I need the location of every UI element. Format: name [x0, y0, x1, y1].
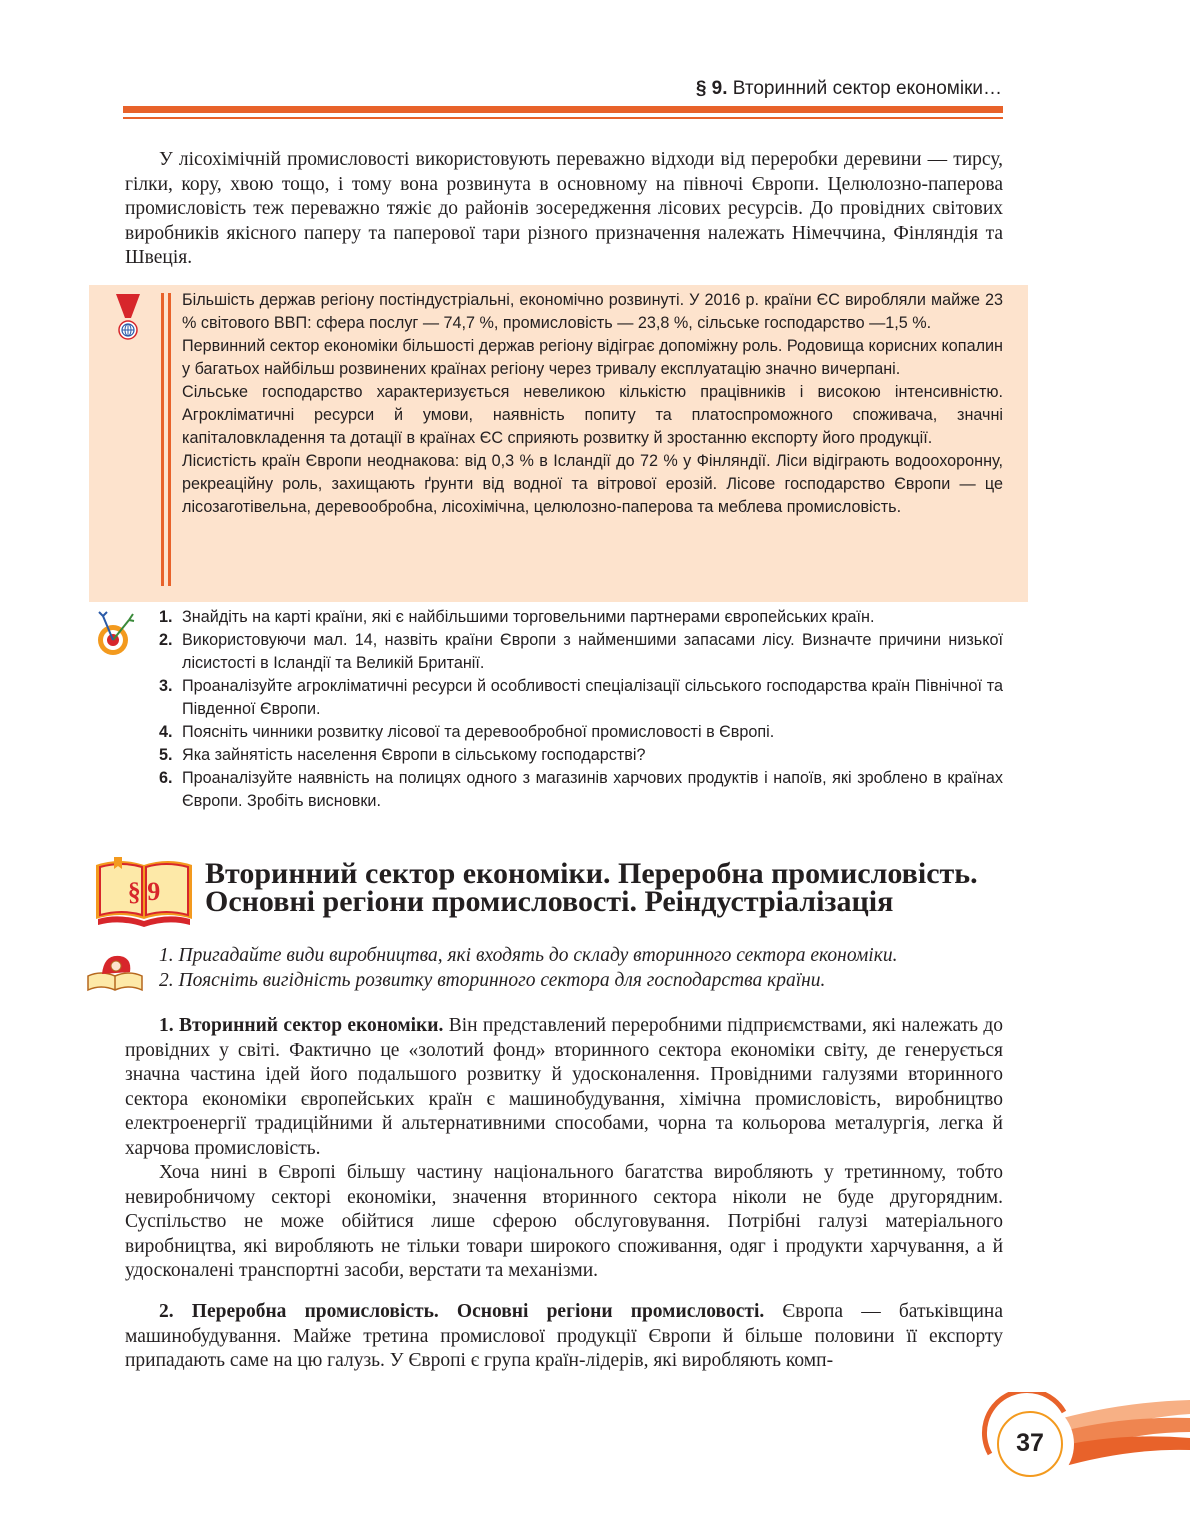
section-title [205, 857, 1005, 918]
intro-paragraph: У лісохімічній промисловості використовують переважно відходи від переробки деревини — тирсу, гілки, кору, хвою тощо, і тому вона розвинута в основному на півночі Європи. Целюлозно-паперова промисловість теж переважно тяжіє до районів зосередження лісових ресурсів. До провідних світових виробників якісного паперу та паперової тари різного призначення належать Німеччина, Фінляндія та Швеція. [125, 149, 1003, 268]
questions-list [159, 606, 1003, 813]
target-arrows-icon [91, 610, 135, 660]
subsection-2-heading: 2. Переробна промисловість. Основні регіони промисловості. [159, 1301, 765, 1322]
question-number: 4. [159, 723, 173, 741]
question-number: 1. [159, 608, 173, 626]
question-item [159, 721, 1003, 744]
question-number: 3. [159, 677, 173, 695]
question-number: 2. [159, 631, 173, 649]
recall-item: 1. Пригадайте види виробництва, які входять до складу вторинного сектора економіки. [159, 945, 898, 966]
question-number: 5. [159, 746, 173, 764]
question-item [159, 606, 1003, 629]
section-book-badge [92, 855, 196, 929]
question-text: Яка зайнятість населення Європи в сільському господарстві? [182, 746, 646, 764]
question-item [159, 629, 1003, 675]
section-title-line: Вторинний сектор економіки. Переробна промисловість. [205, 857, 978, 890]
summary-bar-right [168, 293, 171, 586]
subsection-1 [125, 1014, 1003, 1284]
section-title-line: Основні регіони промисловості. Реіндустріалізація [205, 885, 894, 918]
question-text: Проаналізуйте агрокліматичні ресурси й особливості спеціалізації сільського господарства країн Північної та Південної Європи. [182, 677, 1003, 718]
question-item [159, 675, 1003, 721]
subsection-2-paragraph [125, 1300, 1003, 1374]
exclamation-globe-icon [113, 292, 143, 340]
page-number: 37 [1016, 1429, 1044, 1457]
header-rule-thin [123, 117, 1003, 119]
question-text: Використовуючи мал. 14, назвіть країни Європи з найменшими запасами лісу. Визначте причини низької лісистості в Ісландії та Великій Британії. [182, 631, 1003, 672]
subsection-2 [125, 1300, 1003, 1374]
book-recall-icon [86, 950, 144, 994]
question-item [159, 767, 1003, 813]
header-section-name: Вторинний сектор економіки… [732, 78, 1002, 99]
summary-paragraph: Сільське господарство характеризується невеликою кількістю працівників і високою інтенсивністю. Агрокліматичні ресурси й умови, наявність попиту та платоспроможного споживача, значні капіталовкладення та дотації в країнах ЄС сприяють розвитку й зростанню експорту його продукції. [182, 383, 1003, 447]
question-text: Проаналізуйте наявність на полицях одного з магазинів харчових продуктів і напоїв, які зроблено в країнах Європи. Зробіть висновки. [182, 769, 1003, 810]
summary-paragraph: Первинний сектор економіки більшості держав регіону відіграє допоміжну роль. Родовища корисних копалин у багатьох найбільш розвинених країнах регіону через тривалу експлуатацію значно вичерпані. [182, 337, 1003, 378]
subsection-1-heading: 1. Вторинний сектор економіки. [159, 1015, 444, 1036]
section-badge-label: § 9 [127, 877, 161, 906]
subsection-1-text: Він представлений переробними підприємствами, які належать до провідних у світі. Фактично це «золотий фонд» вторинного сектора економіки світу, де генерується значна частина ідей його подальшого розвитку й удосконалення. Провідними галузями вторинного сектора економіки європейських країн є машинобудування, хімічна промисловість, виробництво електроенергії традиційними й альтернативними способами, чорна та кольорова металургія, легка й харчова промисловість. [125, 1015, 1003, 1159]
running-header [696, 78, 1002, 100]
header-section-mark: § 9. [695, 78, 728, 99]
header-rule-thick [123, 106, 1003, 113]
question-item [159, 744, 1003, 767]
subsection-1-paragraph-2: Хоча нині в Європі більшу частину національного багатства виробляють у третинному, тобто невиробничому секторі економіки, значення вторинного сектора ніколи не буде другорядним. Суспільство не може обійтися лише сферою обслуговування. Потрібні галузі матеріального виробництва, які виробляють не тільки товари широкого споживання, одяг і продукти харчування, а й удосконалені транспортні засоби, верстати та механізми. [125, 1162, 1003, 1281]
subsection-2-text: Європа — батьківщина машинобудування. Майже третина промислової продукції Європи й більше половини її експорту припадають саме на цю галузь. У Європі є група країн-лідерів, які виробляють комп- [125, 1301, 1003, 1371]
summary-paragraph: Більшість держав регіону постіндустріальні, економічно розвинуті. У 2016 р. країни ЄС виробляли майже 23 % світового ВВП: сфера послуг — 74,7 %, промисловість — 23,8 %, сільське господарство —1,5 %. [182, 291, 1003, 332]
recall-questions [159, 944, 1009, 993]
summary-text [182, 289, 1003, 519]
question-text: Знайдіть на карті країни, які є найбільшими торговельними партнерами європейських країн. [182, 608, 875, 626]
intro-paragraph-block [125, 148, 1003, 271]
question-text: Поясніть чинники розвитку лісової та деревообробної промисловості в Європі. [182, 723, 775, 741]
recall-item: 2. Поясніть вигідність розвитку вторинного сектора для господарства країни. [159, 969, 826, 991]
subsection-1-paragraph [125, 1014, 1003, 1161]
summary-bar-left [161, 293, 164, 586]
summary-paragraph: Лісистість країн Європи неоднакова: від 0,3 % в Ісландії до 72 % у Фінляндії. Ліси відіграють водоохоронну, рекреаційну роль, захищають ґрунти від водної та вітрової ерозій. Лісове господарство Європи — це лісозаготівельна, деревообробна, лісохімічна, целюлозно-паперова та меблева промисловість. [182, 452, 1003, 516]
question-number: 6. [159, 769, 173, 787]
